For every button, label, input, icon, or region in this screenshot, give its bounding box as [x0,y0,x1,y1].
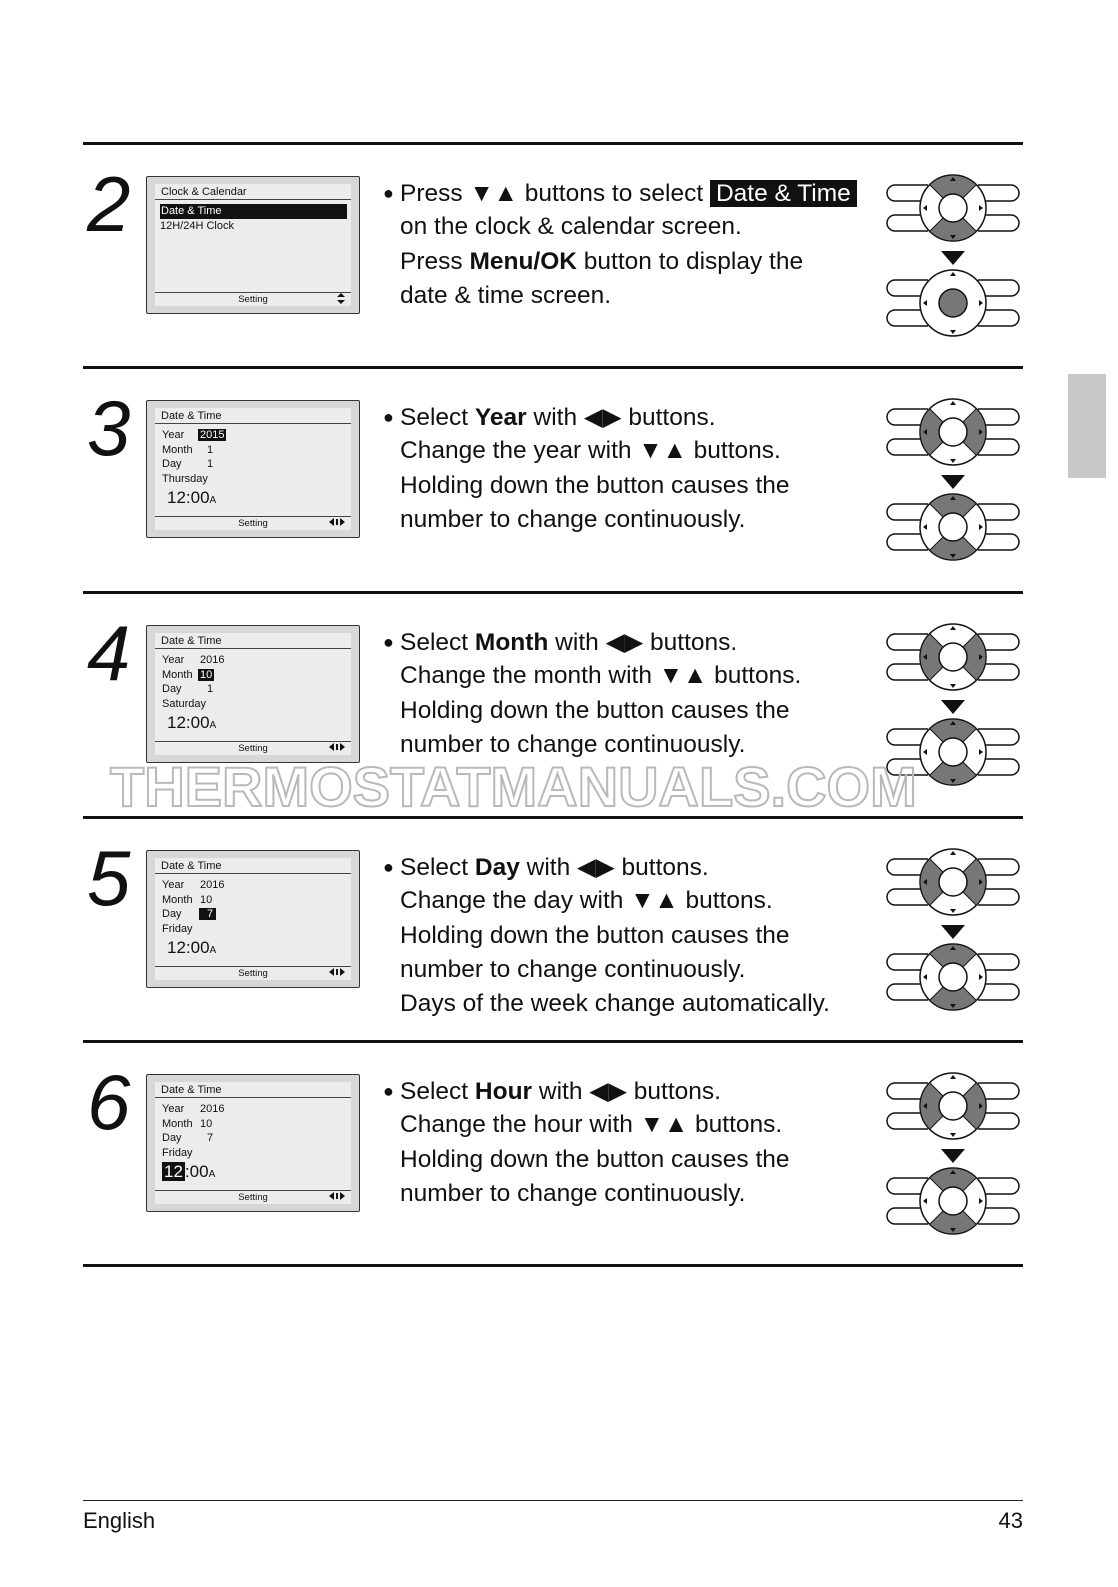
left-right-arrows-icon [329,967,345,980]
time-value: 12:00A [167,938,217,958]
lcd-footer-label: Setting [238,294,268,305]
time-value: 12:00A [167,713,217,733]
year-value: 2016 [200,1103,225,1115]
down-arrow-icon [941,475,965,489]
lcd-footer: Setting [155,741,351,755]
left-right-arrows-icon [329,1191,345,1204]
controller-updown-icon [883,492,1023,562]
day-value: 1 [207,458,214,471]
lcd-screen: Date & Time Year 2016 Month 10 Day 1 Saturday 12:00A Setting [146,625,360,763]
lcd-footer: Setting [155,516,351,530]
lcd-screen: Date & Time Year 2016 Month 10 Day 7 Friday 12 :00A Setting [146,1074,360,1212]
down-up-arrows-icon: ▼▲ [469,180,518,207]
month-value: 10 [200,893,213,906]
controller-updown-icon [883,942,1023,1012]
controller-leftright-icon [883,622,1023,692]
step-2 [83,145,1023,367]
weekday: Friday [162,922,193,935]
lcd-screen [146,176,360,314]
step-number: 5 [87,834,131,922]
step-number: 6 [87,1058,131,1146]
lcd-title: Date & Time [155,1082,351,1098]
down-arrow-icon [941,925,965,939]
lcd-title: Clock & Calendar [155,184,351,200]
controller-leftright-icon [883,847,1023,917]
day-value: 7 [207,1132,214,1145]
step-number: 3 [87,384,131,472]
left-right-arrows-icon [329,742,345,755]
footer-language: English [83,1508,156,1533]
controller-updown-icon [883,1166,1023,1236]
highlighted-term: Date & Time [710,180,857,207]
menu-item-12h-24h-clock: 12H/24H Clock [160,219,234,232]
up-down-arrows-icon [337,293,345,308]
lcd-title: Date & Time [155,408,351,424]
month-value: 10 [200,668,213,681]
down-arrow-icon [941,700,965,714]
step-description: ● Select Year with ◀▶ buttons. Change the year with ▼▲ buttons. Holding down the button causes the number to change continuously. [383,404,790,533]
page-number: 43 [998,1508,1023,1533]
footer-rule [83,1500,1023,1501]
weekday: Thursday [162,472,208,485]
day-value: 7 [199,908,216,920]
step-number: 4 [87,609,131,697]
step-6 [83,1043,1023,1265]
down-arrow-icon [941,251,965,265]
watermark: THERMOSTATMANUALS.COM [110,755,917,818]
step-description: ● Select Hour with ◀▶ buttons. Change the hour with ▼▲ buttons. Holding down the button causes the number to change continuously. [383,1078,790,1207]
year-value: 2016 [200,879,225,891]
time-value: 12 :00A [164,1162,216,1182]
left-right-arrows-icon [329,517,345,530]
controller-updown-icon [883,173,1023,243]
lcd-title: Date & Time [155,858,351,874]
lcd-footer [155,292,351,306]
month-value: 10 [200,1117,213,1130]
controller-center-icon [883,268,1023,338]
step-5 [83,819,1023,1041]
step-description: ● Press ▼▲ buttons to select Date & Time on the clock & calendar screen. Press Menu/OK button to display the date & time screen. [383,176,883,313]
day-value: 1 [207,683,214,696]
year-value: 2015 [200,429,225,441]
weekday: Friday [162,1146,193,1159]
month-value: 1 [207,443,214,456]
controller-leftright-icon [883,397,1023,467]
step-description: ● Select Day with ◀▶ buttons. Change the day with ▼▲ buttons. Holding down the button causes the number to change continuously. Days of the week change automatically. [383,854,830,1018]
time-value: 12:00A [167,488,217,508]
step-3 [83,369,1023,591]
step-number: 2 [87,160,131,248]
lcd-footer: Setting [155,966,351,980]
step-description: ● Select Month with ◀▶ buttons. Change the month with ▼▲ buttons. Holding down the button causes the number to change continuously. [383,629,802,758]
lcd-screen: Date & Time Year 2016 Month 10 Day 7 Friday 12:00A Setting [146,850,360,988]
controller-leftright-icon [883,1071,1023,1141]
weekday: Saturday [162,697,207,710]
lcd-footer: Setting [155,1190,351,1204]
menu-item-date-time: Date & Time [160,204,347,219]
lcd-screen: Date & Time Year 2015 Month 1 Day 1 Thursday 12:00A Setting [146,400,360,538]
year-value: 2016 [200,654,225,666]
down-arrow-icon [941,1149,965,1163]
lcd-title: Date & Time [155,633,351,649]
side-tab [1068,374,1106,478]
